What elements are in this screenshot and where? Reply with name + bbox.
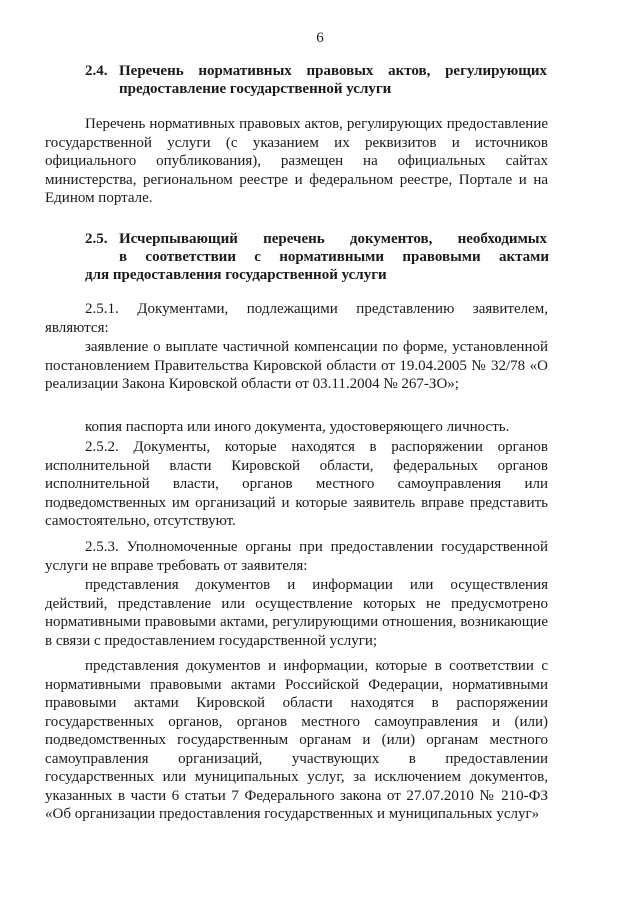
section-number: 2.5. xyxy=(85,231,108,247)
heading-line: Перечень нормативных правовых актов, регулирующих xyxy=(119,63,547,79)
heading-line: в соответствии с нормативными правовыми актами xyxy=(119,249,549,265)
paragraph: копия паспорта или иного документа, удостоверяющего личность. xyxy=(85,419,510,435)
paragraph: 2.5.1. Документами, подлежащими представлению заявителем, являются: xyxy=(45,301,548,336)
paragraph: Перечень нормативных правовых актов, регулирующих предоставление государственной услуги (с указанием их реквизитов и источников официального опубликования), размещен на официальных сайтах министерства, региональном реестре и федеральном реестре, Портале и на Едином портале. xyxy=(45,116,548,206)
heading-line: предоставление государственной услуги xyxy=(119,81,392,97)
section-2-4-heading xyxy=(85,62,549,98)
heading-line: Исчерпывающий перечень документов, необходимых xyxy=(119,231,547,247)
paragraph: заявление о выплате частичной компенсации по форме, установленной постановлением Правительства Кировской области от 19.04.2005 № 32/78 «О реализации Закона Кировской области от 03.11.2004 № 267-ЗО»; xyxy=(45,339,548,392)
section-number: 2.4. xyxy=(85,63,108,79)
page-number: 6 xyxy=(316,30,324,46)
heading-line: для предоставления государственной услуги xyxy=(85,267,387,283)
section-2-5-heading xyxy=(85,230,549,284)
paragraph: представления документов и информации, которые в соответствии с нормативными правовыми актами Российской Федерации, нормативными правовыми актами Кировской области находятся в распоряжении государственных органов, органов местного самоуправления и (или) подведомственных государственным органам и (или) органам местного самоуправления организаций, участвующих в предоставлении государственных или муниципальных услуг, за исключением документов, указанных в части 6 статьи 7 Федерального закона от 27.07.2010 № 210-ФЗ «Об организации предоставления государственных и муниципальных услуг» xyxy=(45,658,548,822)
paragraph: 2.5.2. Документы, которые находятся в распоряжении органов исполнительной власти Кировской области, федеральных органов исполнительной власти, органов местного самоуправления или подведомственных им организаций и которые заявитель вправе представить самостоятельно, отсутствуют. xyxy=(45,439,548,529)
paragraph: 2.5.3. Уполномоченные органы при предоставлении государственной услуги не вправе требовать от заявителя: xyxy=(45,539,548,574)
paragraph: представления документов и информации или осуществления действий, представление или осуществление которых не предусмотрено нормативными правовыми актами, регулирующими отношения, возникающие в связи с предоставлением государственной услуги; xyxy=(45,577,548,649)
